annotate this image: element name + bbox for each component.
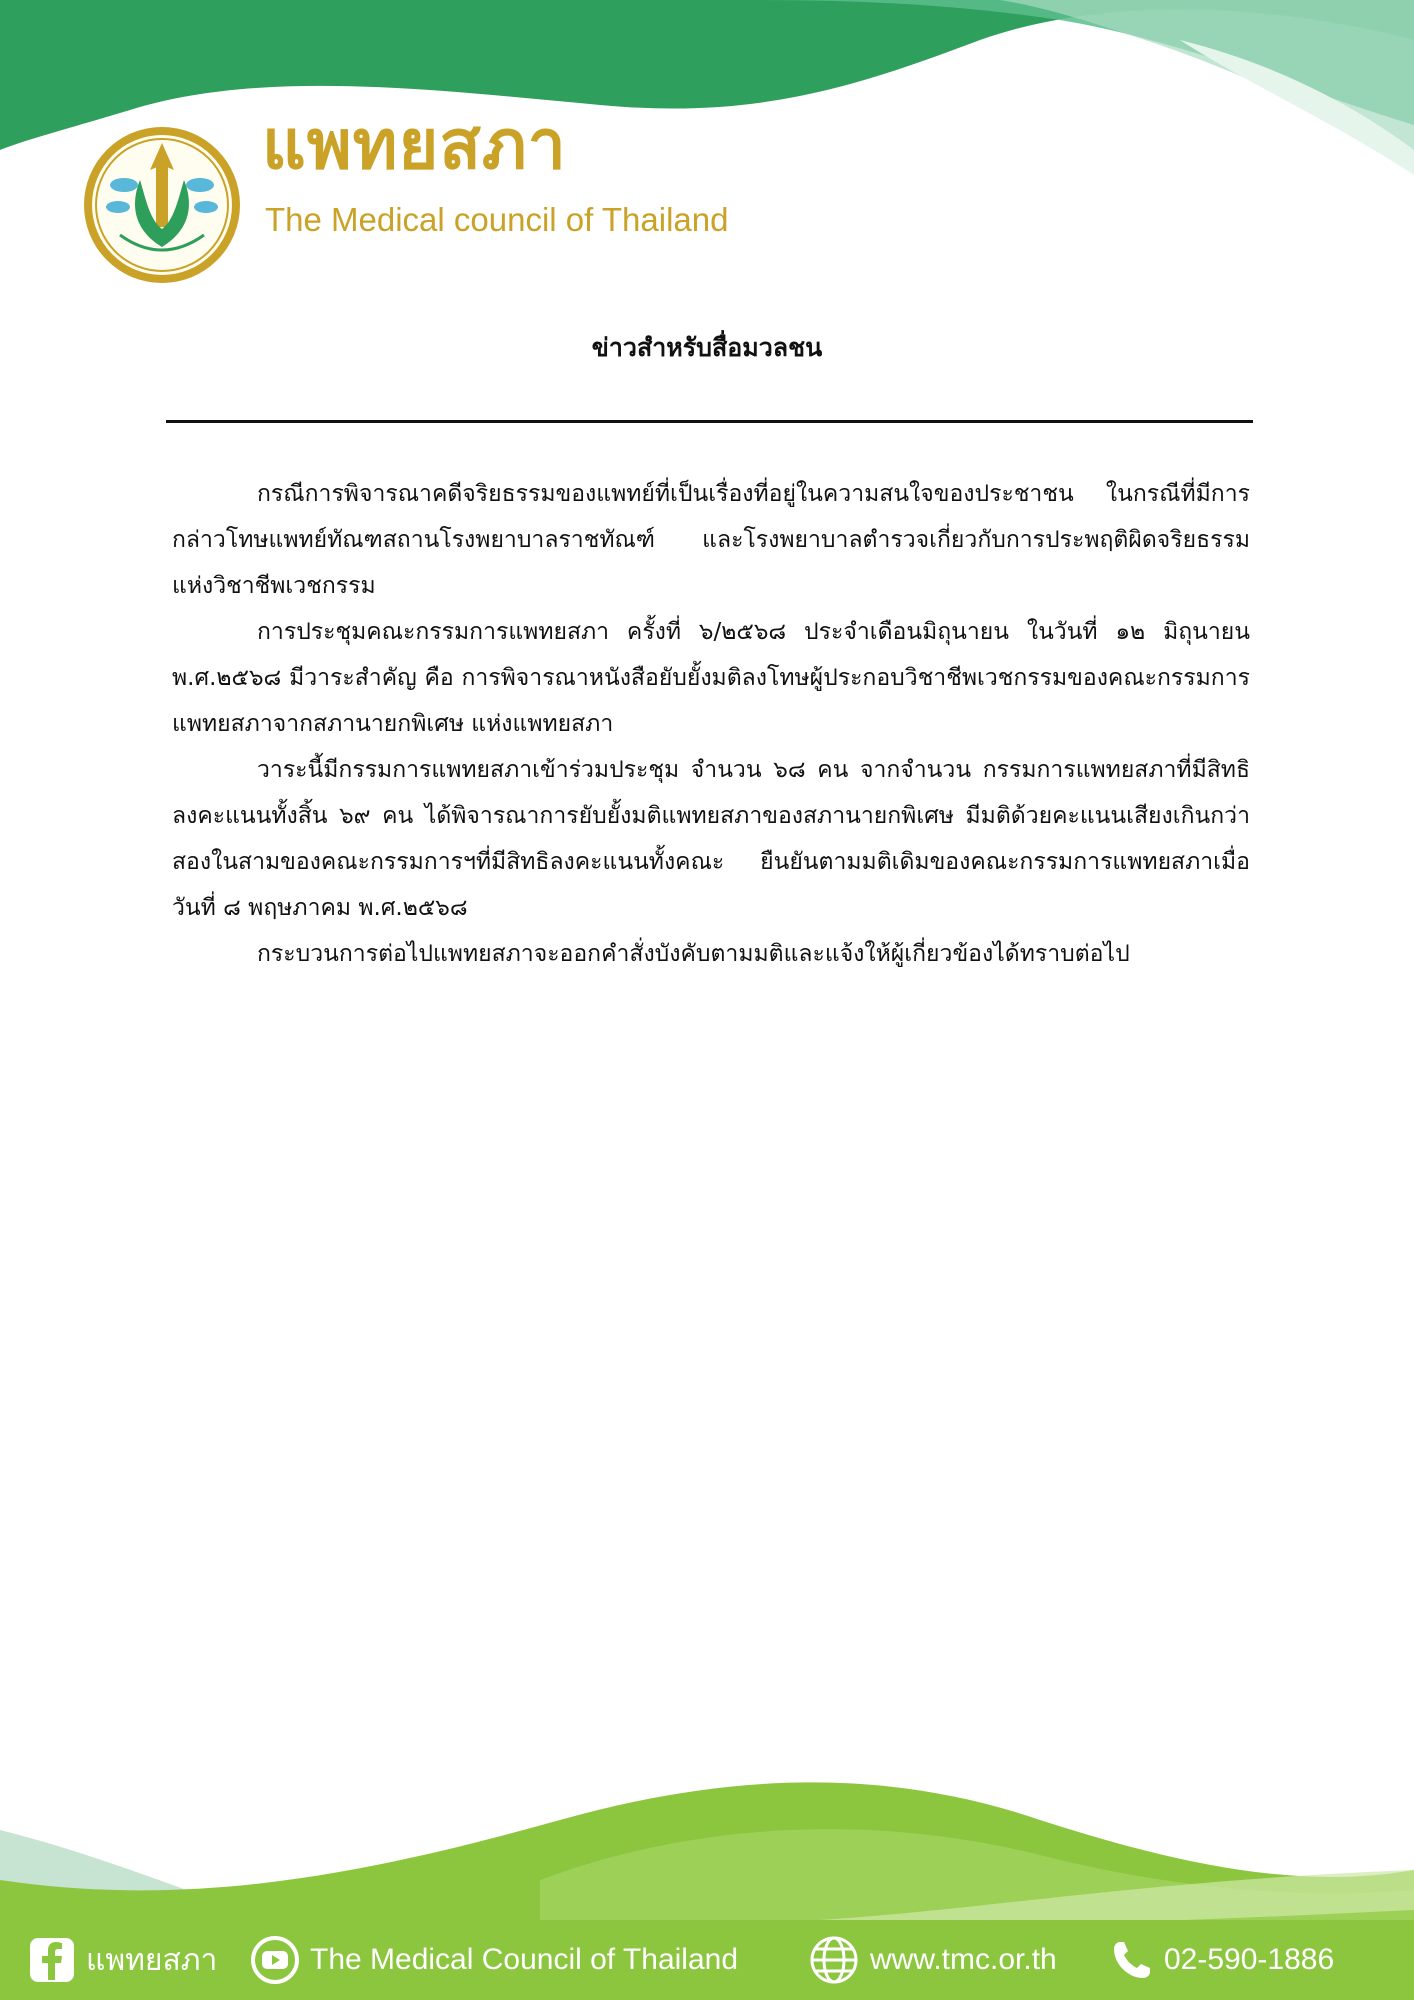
footer-youtube[interactable] [250,1934,738,1986]
globe-icon [808,1934,860,1986]
document-heading: ข่าวสำหรับสื่อมวลชน [591,333,823,362]
paragraph-2: การประชุมคณะกรรมการแพทยสภา ครั้งที่ ๖/๒๕๖๘ ประจำเดือนมิถุนายน ในวันที่ ๑๒ มิถุนายน พ.ศ.๒๕๖๘ มีวาระสำคัญ คือ การพิจารณาหนังสือยับยั้งมติลงโทษผู้ประกอบวิชาชีพเวชกรรมของคณะกรรมการแพทยสภาจากสภานายกพิเศษ แห่งแพทยสภา [172,619,1250,737]
facebook-icon [28,1936,76,1984]
org-name-english: The Medical council of Thailand [265,201,729,238]
footer-contact-bar [0,1920,1414,2000]
paragraph-3: วาระนี้มีกรรมการแพทยสภาเข้าร่วมประชุม จำนวน ๖๘ คน จากจำนวน กรรมการแพทยสภาที่มีสิทธิลงคะแนนทั้งสิ้น ๖๙ คน ได้พิจารณาการยับยั้งมติแพทยสภาของสภานายกพิเศษ มีมติด้วยคะแนนเสียงเกินกว่าสองในสามของคณะกรรมการฯที่มีสิทธิลงคะแนนทั้งคณะ ยืนยันตามมติเดิมของคณะกรรมการแพทยสภาเมื่อวันที่ ๘ พฤษภาคม พ.ศ.๒๕๖๘ [172,757,1250,921]
youtube-label: The Medical Council of Thailand [310,1943,739,1976]
footer-website[interactable] [808,1934,1057,1986]
footer-facebook[interactable] [28,1934,217,1986]
document-body [172,471,1250,977]
youtube-icon [250,1935,300,1985]
website-label: www.tmc.or.th [870,1943,1057,1976]
phone-icon [1110,1938,1154,1982]
medical-council-seal-icon [82,125,242,285]
paragraph-4: กระบวนการต่อไปแพทยสภาจะออกคำสั่งบังคับตามมติและแจ้งให้ผู้เกี่ยวข้องได้ทราบต่อไป [257,941,1130,967]
paragraph-1: กรณีการพิจารณาคดีจริยธรรมของแพทย์ที่เป็นเรื่องที่อยู่ในความสนใจของประชาชน ในกรณีที่มีการกล่าวโทษแพทย์ทัณฑสถานโรงพยาบาลราชทัณฑ์ และโรงพยาบาลตำรวจเกี่ยวกับการประพฤติผิดจริยธรรมแห่งวิชาชีพเวชกรรม [172,481,1250,599]
phone-label: 02-590-1886 [1164,1943,1335,1976]
heading-divider [166,420,1253,423]
org-name-thai: แพทยสภา [262,106,567,185]
footer-phone[interactable] [1110,1934,1334,1986]
facebook-label: แพทยสภา [86,1943,218,1977]
